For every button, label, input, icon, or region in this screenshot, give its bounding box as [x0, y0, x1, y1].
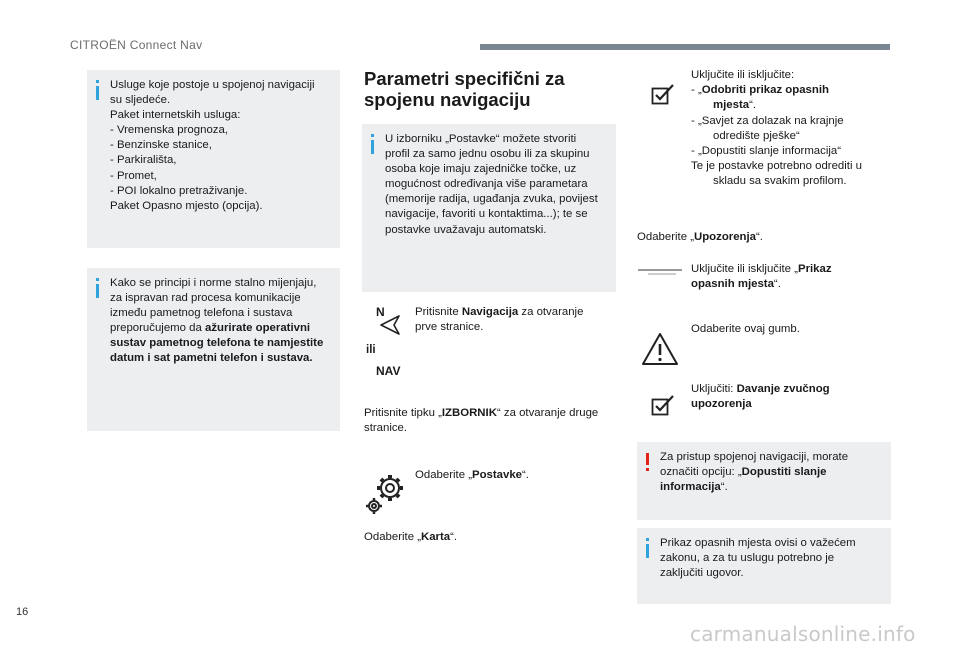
text-line: Kako se principi i norme stalno mijenjaju,: [110, 277, 317, 289]
text-line: Prikaz opasnih mjesta ovisi o važećem: [660, 537, 856, 549]
press-navigation-text: [415, 305, 615, 335]
text-line: Usluge koje postoje u spojenoj navigaciji: [110, 79, 315, 91]
list-item: - POI lokalno pretraživanje.: [110, 184, 248, 197]
text-line: zaključiti ugovor.: [660, 567, 744, 580]
text-line: mogućnost određivanja više parametara: [385, 178, 588, 191]
info-note-standards: [87, 268, 340, 431]
text-line: Uključite ili isključite „Prikaz: [691, 263, 832, 275]
info-note-profiles: [362, 124, 616, 292]
list-item: - Promet,: [110, 169, 157, 182]
text-line: informacija“.: [660, 481, 728, 494]
text-line: profil za samo jednu osobu ili za skupinu: [385, 148, 590, 161]
warning-note-access: [637, 442, 891, 520]
text-line: preporučujemo da ažurirate operativni: [110, 322, 311, 335]
text-line: Uključiti: Davanje zvučnog: [691, 383, 830, 395]
info-bar-dot: [96, 80, 99, 83]
list-item-continuation: mjesta“.: [713, 99, 757, 112]
toggle-line-icon: [638, 266, 682, 278]
text-line: Pritisnite Navigacija za otvaranje: [415, 306, 584, 318]
page-number: 16: [16, 606, 29, 618]
note-text: [660, 450, 885, 495]
info-bar: [371, 140, 374, 154]
info-bar-dot: [96, 278, 99, 281]
text-line: označiti opciju: „Dopustiti slanje: [660, 466, 827, 479]
toggle-hazard-text: [691, 262, 891, 292]
sound-alert-text: [691, 382, 891, 412]
text-line: opasnih mjesta“.: [691, 278, 781, 291]
navigation-n-label: N: [376, 305, 385, 319]
text-line: Paket internetskih usluga:: [110, 109, 241, 122]
info-bar-dot: [646, 538, 649, 541]
info-bar-dot: [371, 134, 374, 137]
text-line: zakonu, a za tu uslugu potrebno je: [660, 552, 835, 565]
section-heading: Parametri specifični za spojenu navigaciju: [364, 68, 565, 110]
note-text: [110, 78, 334, 214]
text-line: skladu sa svakim profilom.: [713, 175, 847, 188]
checkbox-checked-icon: [651, 83, 675, 105]
list-item: - Parkirališta,: [110, 154, 177, 167]
info-bar: [96, 284, 99, 298]
header-title: CITROËN Connect Nav: [70, 38, 203, 52]
bold-text: sustav pametnog telefona te namjestite: [110, 337, 324, 350]
text-line: U izborniku „Postavke“ možete stvoriti: [385, 133, 577, 145]
bold-text: ažurirate operativni: [204, 322, 311, 335]
select-settings-text: Odaberite „Postavke“.: [415, 469, 529, 481]
list-item: - „Savjet za dolazak na krajnje: [691, 114, 844, 127]
text-line: navigacije, favoriti u kontaktima...); te se: [385, 208, 588, 221]
list-item: - Benzinske stanice,: [110, 139, 212, 152]
warning-bar-dot: [646, 468, 649, 471]
list-item-continuation: odredište pješke“: [713, 129, 800, 142]
text-line: Uključite ili isključite:: [691, 69, 795, 81]
note-text: [110, 276, 334, 367]
settings-gears-icon: [364, 470, 410, 516]
enable-options-text: [691, 68, 891, 190]
list-item: - „Dopustiti slanje informacija“: [691, 145, 842, 158]
text-line: između pametnog telefona i sustava: [110, 307, 293, 320]
info-bar: [96, 86, 99, 100]
info-bar: [646, 544, 649, 558]
text-line: prve stranice.: [415, 321, 484, 334]
text-line: osoba koje imaju zajedničke točke, uz: [385, 163, 577, 176]
select-button-text: Odaberite ovaj gumb.: [691, 323, 800, 335]
checkbox-checked-icon: [651, 394, 675, 416]
text-line: (memorije radija, ugađanja zvuka, povijest: [385, 193, 598, 206]
list-item: - „Odobriti prikaz opasnih: [691, 84, 829, 97]
select-alerts-text: Odaberite „Upozorenja“.: [637, 231, 763, 243]
warning-triangle-icon: [640, 331, 680, 367]
text-line: Paket Opasno mjesto (opcija).: [110, 199, 263, 212]
select-map-text: Odaberite „Karta“.: [364, 531, 458, 543]
nav-label: NAV: [376, 364, 401, 378]
bold-text: datum i sat pametni telefon i sustava.: [110, 352, 313, 365]
text-line: stranice.: [364, 422, 408, 435]
text-line: Te je postavke potrebno odrediti u: [691, 160, 862, 173]
text-line: [110, 351, 334, 366]
press-menu-text: [364, 406, 616, 436]
warning-bar: [646, 453, 649, 465]
info-note-legal: [637, 528, 891, 604]
note-text: [660, 536, 885, 581]
navigation-arrow-icon: [378, 314, 402, 336]
note-text: [385, 132, 610, 238]
info-note-services: [87, 70, 340, 248]
or-label: ili: [366, 344, 376, 356]
text-line: su sljedeće.: [110, 94, 171, 107]
watermark: carmanualsonline.info: [690, 622, 916, 646]
text-line: Pritisnite tipku „IZBORNIK“ za otvaranje druge: [364, 407, 599, 419]
text-line: postavke uvažavaju automatski.: [385, 223, 547, 236]
text-line: [110, 336, 334, 351]
text-line: upozorenja: [691, 398, 752, 411]
header-bar: [480, 44, 890, 50]
text-line: za ispravan rad procesa komunikacije: [110, 292, 301, 305]
list-item: - Vremenska prognoza,: [110, 124, 228, 137]
text-line: Za pristup spojenoj navigaciji, morate: [660, 451, 849, 463]
